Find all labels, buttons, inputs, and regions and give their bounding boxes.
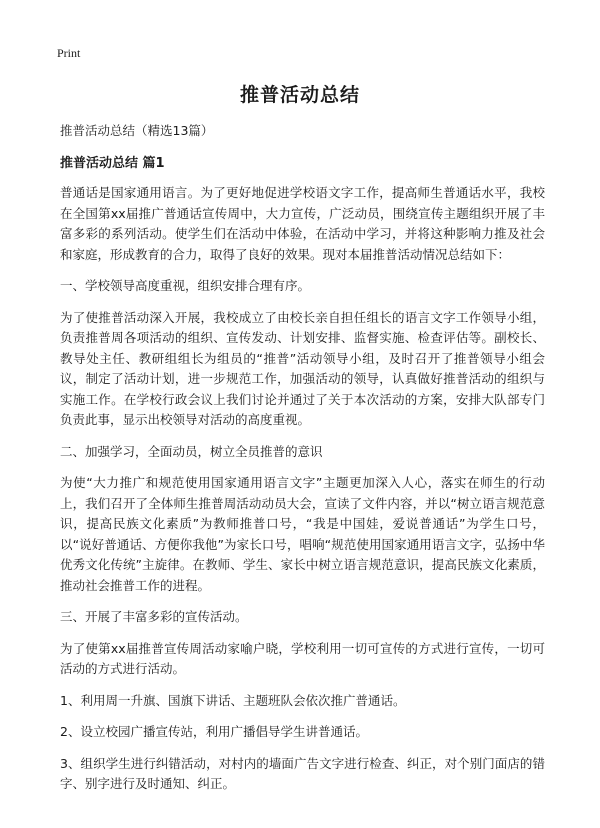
paragraph-heading-3: 三、开展了丰富多彩的宣传活动。 (60, 609, 248, 624)
paragraph-publicity: 为了使第xx届推普宣传周活动家喻户晓，学校利用一切可宣传的方式进行宣传，一切可活动的方式进行活动。 (60, 640, 545, 676)
paragraph-leadership: 为了使推普活动深入开展，我校成立了由校长亲自担任组长的语言文字工作领导小组，负责推普周各项活动的组织、宣传发动、计划安排、监督实施、检查评估等。副校长、教导处主任、教研组组长为组员的“推普”活动领导小组，及时召开了推普领导小组会议，制定了活动计划，进一步规范工作，加强活动的领导，认真做好推普活动的组织与实施工作。在学校行政会议上我们讨论并通过了关于本次活动的方案，安排大队部专门负责此事，显示出校领导对活动的高度重视。 (60, 309, 545, 427)
document-subtitle: 推普活动总结（精选13篇） (60, 123, 214, 138)
paragraph-mobilization: 为使“大力推广和规范使用国家通用语言文字”主题更加深入人心，落实在师生的行动上，我们召开了全体师生推普周活动动员大会，宣读了文件内容，并以“树立语言规范意识，提高民族文化素质”为教师推普口号，“我是中国娃，爱说普通话”为学生口号，以“说好普通话、方便你我他”为家长口号，唱响“规范使用国家通用语言文字，弘扬中华优秀文化传统”主旋律。在教师、学生、家长中树立语言规范意识，提高民族文化素质，推动社会推普工作的进程。 (60, 475, 545, 593)
paragraph-heading-2: 二、加强学习，全面动员，树立全员推普的意识 (60, 443, 323, 459)
paragraph-heading-1: 一、学校领导高度重视，组织安排合理有序。 (60, 278, 311, 293)
paragraph-intro: 普通话是国家通用语言。为了更好地促进学校语文字工作，提高师生普通话水平，我校在全国第xx届推广普通话宣传周中，大力宣传，广泛动员，围绕宣传主题组织开展了丰富多彩的系列活动。使学生们在活动中体验，在活动中学习，并将这种影响力推及社会和家庭，形成教育的合力，取得了良好的效果。现对本届推普活动情况总结如下： (60, 185, 545, 262)
print-link[interactable]: Print (57, 46, 81, 60)
document-body (60, 183, 545, 806)
list-item-3: 3、组织学生进行纠错活动，对村内的墙面广告文字进行检查、纠正，对个别门面店的错字、别字进行及时通知、纠正。 (60, 755, 545, 791)
page-title: 推普活动总结 (239, 84, 360, 106)
section-heading: 推普活动总结 篇1 (60, 156, 165, 171)
list-item-2: 2、设立校园广播宣传站，利用广播倡导学生讲普通话。 (60, 724, 368, 739)
list-item-1: 1、利用周一升旗、国旗下讲话、主题班队会依次推广普通话。 (60, 692, 406, 708)
